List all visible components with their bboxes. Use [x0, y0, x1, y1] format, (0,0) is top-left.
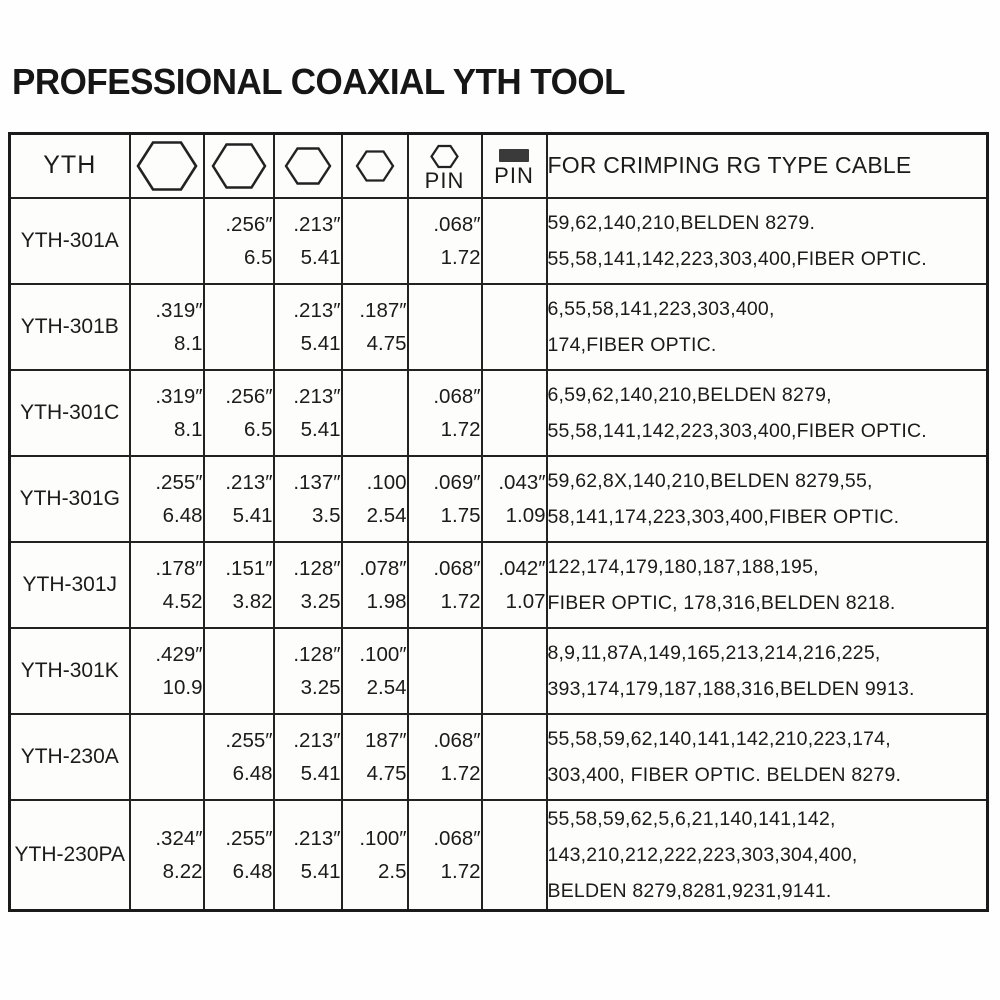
- model-name-cell: YTH-301G: [10, 456, 130, 542]
- cable-column-header: FOR CRIMPING RG TYPE CABLE: [547, 134, 988, 198]
- table-row: [10, 456, 988, 542]
- cable-line: 58,141,174,223,303,400,FIBER OPTIC.: [547, 505, 900, 528]
- die-size-inch-value: [409, 638, 481, 671]
- die-size-inch-value: .178″: [155, 556, 203, 580]
- die-size-inch-value: .256″: [225, 384, 273, 408]
- die-size-mm-value: [483, 671, 546, 704]
- die-size-inch-value: .068″: [433, 826, 481, 850]
- die-size-cell: [342, 714, 408, 800]
- die-size-mm-value: 5.41: [300, 417, 341, 441]
- die-size-inch-value: [343, 208, 407, 241]
- model-name-cell: YTH-230A: [10, 714, 130, 800]
- die-size-mm-value: 5.41: [300, 761, 341, 785]
- cable-line: 6,55,58,141,223,303,400,: [547, 297, 775, 320]
- cable-line: 59,62,140,210,BELDEN 8279.: [547, 211, 816, 234]
- die-size-cell: [342, 370, 408, 456]
- die-size-mm-value: 3.25: [300, 675, 341, 699]
- die-size-mm-value: 1.07: [505, 589, 546, 613]
- die-size-inch-value: .213″: [293, 384, 341, 408]
- die-size-inch-value: .068″: [433, 212, 481, 236]
- die-size-inch-value: .255″: [155, 470, 203, 494]
- cable-line: BELDEN 8279,8281,9231,9141.: [547, 879, 832, 902]
- die-size-mm-value: 1.72: [440, 859, 481, 883]
- die-size-inch-value: .213″: [293, 826, 341, 850]
- die-size-mm-value: 4.52: [162, 589, 203, 613]
- model-name-cell: YTH-301K: [10, 628, 130, 714]
- die-size-cell: [274, 456, 342, 542]
- die-size-mm-value: 5.41: [232, 503, 273, 527]
- die-size-mm-value: [205, 671, 273, 704]
- die-size-mm-value: [343, 413, 407, 446]
- die-size-inch-value: .319″: [155, 298, 203, 322]
- die-size-cell: [482, 198, 547, 284]
- die-size-mm-value: [409, 327, 481, 360]
- die-size-mm-value: 2.54: [366, 503, 407, 527]
- die-size-cell: [130, 284, 204, 370]
- die-size-inch-value: .324″: [155, 826, 203, 850]
- die-size-cell: [274, 800, 342, 911]
- die-size-cell: [274, 628, 342, 714]
- die-size-mm-value: 2.5: [378, 859, 407, 883]
- die-size-mm-value: [483, 757, 546, 790]
- die-size-inch-value: .042″: [498, 556, 546, 580]
- die-size-mm-value: 1.09: [505, 503, 546, 527]
- die-size-cell: [130, 800, 204, 911]
- die-size-cell: [204, 456, 274, 542]
- die-size-mm-value: 4.75: [366, 331, 407, 355]
- die-size-cell: [130, 628, 204, 714]
- die-size-inch-value: [483, 380, 546, 413]
- die-size-inch-value: .187″: [359, 298, 407, 322]
- hex-pin-icon: [430, 144, 459, 169]
- table-row: [10, 714, 988, 800]
- die-size-inch-value: [205, 294, 273, 327]
- die-size-cell: [130, 542, 204, 628]
- cable-line: 55,58,59,62,140,141,142,210,223,174,: [547, 727, 891, 750]
- model-name-cell: YTH-301J: [10, 542, 130, 628]
- die-size-cell: [274, 198, 342, 284]
- model-name-cell: YTH-301A: [10, 198, 130, 284]
- cable-list-cell: [547, 284, 988, 370]
- die-size-inch-value: .068″: [433, 384, 481, 408]
- table-row: [10, 284, 988, 370]
- cable-line: 55,58,141,142,223,303,400,FIBER OPTIC.: [547, 419, 927, 442]
- cable-line: 143,210,212,222,223,303,304,400,: [547, 843, 858, 866]
- hex-die-column-3-header: [274, 134, 342, 198]
- hex-pin-label: PIN: [424, 167, 465, 193]
- model-name-cell: YTH-301C: [10, 370, 130, 456]
- die-size-inch-value: .255″: [225, 826, 273, 850]
- die-size-mm-value: [483, 855, 546, 888]
- die-size-mm-value: 3.82: [232, 589, 273, 613]
- die-size-inch-value: .213″: [293, 212, 341, 236]
- die-size-cell: [482, 456, 547, 542]
- table-row: [10, 198, 988, 284]
- die-size-inch-value: [205, 638, 273, 671]
- table-body: [10, 198, 988, 911]
- die-size-mm-value: [205, 327, 273, 360]
- cable-line: 393,174,179,187,188,316,BELDEN 9913.: [547, 677, 915, 700]
- die-size-inch-value: [131, 724, 203, 757]
- die-size-inch-value: .068″: [433, 556, 481, 580]
- cable-line: 122,174,179,180,187,188,195,: [547, 555, 819, 578]
- die-size-cell: [204, 284, 274, 370]
- die-size-mm-value: 6.5: [244, 245, 273, 269]
- table-row: [10, 542, 988, 628]
- die-size-mm-value: [483, 413, 546, 446]
- die-size-mm-value: [131, 241, 203, 274]
- die-size-mm-value: [131, 757, 203, 790]
- cable-list-cell: [547, 800, 988, 911]
- cable-line: 55,58,141,142,223,303,400,FIBER OPTIC.: [547, 247, 927, 270]
- die-size-cell: [408, 714, 482, 800]
- cable-list-cell: [547, 456, 988, 542]
- crimp-die-spec-table: [8, 132, 989, 912]
- die-size-cell: [130, 456, 204, 542]
- hex-die-medium-icon: [284, 146, 332, 186]
- die-size-cell: [408, 198, 482, 284]
- cable-line: 303,400, FIBER OPTIC. BELDEN 8279.: [547, 763, 902, 786]
- die-size-mm-value: 5.41: [300, 245, 341, 269]
- die-size-inch-value: [131, 208, 203, 241]
- die-size-cell: [342, 542, 408, 628]
- die-size-inch-value: .128″: [293, 642, 341, 666]
- cable-line: 55,58,59,62,5,6,21,140,141,142,: [547, 807, 836, 830]
- cable-list-cell: [547, 714, 988, 800]
- die-size-inch-value: [483, 208, 546, 241]
- table-header-row: [10, 134, 988, 198]
- die-size-cell: [408, 542, 482, 628]
- die-size-cell: [408, 628, 482, 714]
- cable-line: 8,9,11,87A,149,165,213,214,216,225,: [547, 641, 881, 664]
- die-size-inch-value: .100″: [359, 826, 407, 850]
- die-size-mm-value: 6.48: [162, 503, 203, 527]
- die-size-inch-value: [483, 294, 546, 327]
- die-size-inch-value: .128″: [293, 556, 341, 580]
- die-size-mm-value: [343, 241, 407, 274]
- die-size-inch-value: .100″: [359, 642, 407, 666]
- cable-line: FIBER OPTIC, 178,316,BELDEN 8218.: [547, 591, 896, 614]
- die-size-cell: [482, 370, 547, 456]
- die-size-mm-value: 4.75: [366, 761, 407, 785]
- die-size-cell: [130, 198, 204, 284]
- die-size-inch-value: .137″: [293, 470, 341, 494]
- die-size-inch-value: .078″: [359, 556, 407, 580]
- die-size-cell: [342, 800, 408, 911]
- die-size-cell: [204, 800, 274, 911]
- hex-pin-column-header: [408, 134, 482, 198]
- die-size-inch-value: .429″: [155, 642, 203, 666]
- table-row: [10, 370, 988, 456]
- die-size-cell: [204, 542, 274, 628]
- die-size-mm-value: 1.72: [440, 589, 481, 613]
- die-size-cell: [274, 714, 342, 800]
- die-size-cell: [342, 284, 408, 370]
- square-pin-label: PIN: [494, 162, 534, 188]
- table-row: [10, 800, 988, 911]
- die-size-cell: [130, 370, 204, 456]
- table-row: [10, 628, 988, 714]
- die-size-mm-value: 3.25: [300, 589, 341, 613]
- die-size-cell: [342, 456, 408, 542]
- model-column-header: YTH: [10, 134, 130, 198]
- hex-die-column-4-header: [342, 134, 408, 198]
- die-size-mm-value: 8.1: [174, 417, 203, 441]
- cable-list-cell: [547, 628, 988, 714]
- hex-die-column-2-header: [204, 134, 274, 198]
- die-size-inch-value: [483, 638, 546, 671]
- die-size-cell: [204, 198, 274, 284]
- die-size-inch-value: .069″: [433, 470, 481, 494]
- page-title: PROFESSIONAL COAXIAL YTH TOOL: [12, 62, 625, 103]
- cable-list-cell: [547, 198, 988, 284]
- cable-list-cell: [547, 370, 988, 456]
- die-size-cell: [204, 628, 274, 714]
- die-size-mm-value: 6.48: [232, 761, 273, 785]
- cable-line: 174,FIBER OPTIC.: [547, 333, 717, 356]
- die-size-inch-value: .043″: [498, 470, 546, 494]
- die-size-inch-value: .213″: [293, 728, 341, 752]
- die-size-cell: [342, 198, 408, 284]
- die-size-inch-value: [483, 822, 546, 855]
- die-size-cell: [408, 456, 482, 542]
- die-size-cell: [482, 542, 547, 628]
- die-size-cell: [204, 370, 274, 456]
- die-size-cell: [482, 800, 547, 911]
- die-size-inch-value: [483, 724, 546, 757]
- die-size-cell: [408, 800, 482, 911]
- die-size-cell: [130, 714, 204, 800]
- hex-die-xlarge-icon: [136, 140, 198, 192]
- die-size-cell: [482, 284, 547, 370]
- die-size-mm-value: 8.22: [162, 859, 203, 883]
- die-size-mm-value: [483, 327, 546, 360]
- hex-die-column-1-header: [130, 134, 204, 198]
- die-size-inch-value: .100: [366, 470, 407, 494]
- die-size-mm-value: 2.54: [366, 675, 407, 699]
- die-size-cell: [274, 542, 342, 628]
- die-size-mm-value: 10.9: [162, 675, 203, 699]
- die-size-cell: [408, 284, 482, 370]
- square-pin-icon: [499, 149, 529, 162]
- die-size-mm-value: 3.5: [312, 503, 341, 527]
- die-size-mm-value: 6.5: [244, 417, 273, 441]
- die-size-mm-value: 8.1: [174, 331, 203, 355]
- cable-line: 6,59,62,140,210,BELDEN 8279,: [547, 383, 832, 406]
- die-size-inch-value: .068″: [433, 728, 481, 752]
- die-size-inch-value: [343, 380, 407, 413]
- die-size-mm-value: 1.72: [440, 245, 481, 269]
- die-size-inch-value: 187″: [365, 728, 407, 752]
- die-size-mm-value: 1.72: [440, 417, 481, 441]
- die-size-mm-value: 1.98: [366, 589, 407, 613]
- model-name-cell: YTH-301B: [10, 284, 130, 370]
- die-size-mm-value: 1.75: [440, 503, 481, 527]
- hex-die-small-icon: [355, 149, 395, 183]
- square-pin-column-header: [482, 134, 547, 198]
- cable-list-cell: [547, 542, 988, 628]
- die-size-inch-value: .255″: [225, 728, 273, 752]
- die-size-cell: [482, 714, 547, 800]
- die-size-cell: [408, 370, 482, 456]
- die-size-cell: [342, 628, 408, 714]
- die-size-cell: [204, 714, 274, 800]
- die-size-cell: [274, 370, 342, 456]
- die-size-inch-value: .256″: [225, 212, 273, 236]
- die-size-cell: [482, 628, 547, 714]
- die-size-inch-value: [409, 294, 481, 327]
- die-size-mm-value: [483, 241, 546, 274]
- cable-line: 59,62,8X,140,210,BELDEN 8279,55,: [547, 469, 873, 492]
- die-size-mm-value: 5.41: [300, 331, 341, 355]
- hex-die-large-icon: [211, 142, 267, 190]
- die-size-inch-value: .319″: [155, 384, 203, 408]
- die-size-inch-value: .213″: [293, 298, 341, 322]
- die-size-mm-value: 5.41: [300, 859, 341, 883]
- die-size-mm-value: 6.48: [232, 859, 273, 883]
- model-name-cell: YTH-230PA: [10, 800, 130, 911]
- die-size-mm-value: 1.72: [440, 761, 481, 785]
- die-size-cell: [274, 284, 342, 370]
- die-size-inch-value: .213″: [225, 470, 273, 494]
- die-size-mm-value: [409, 671, 481, 704]
- die-size-inch-value: .151″: [225, 556, 273, 580]
